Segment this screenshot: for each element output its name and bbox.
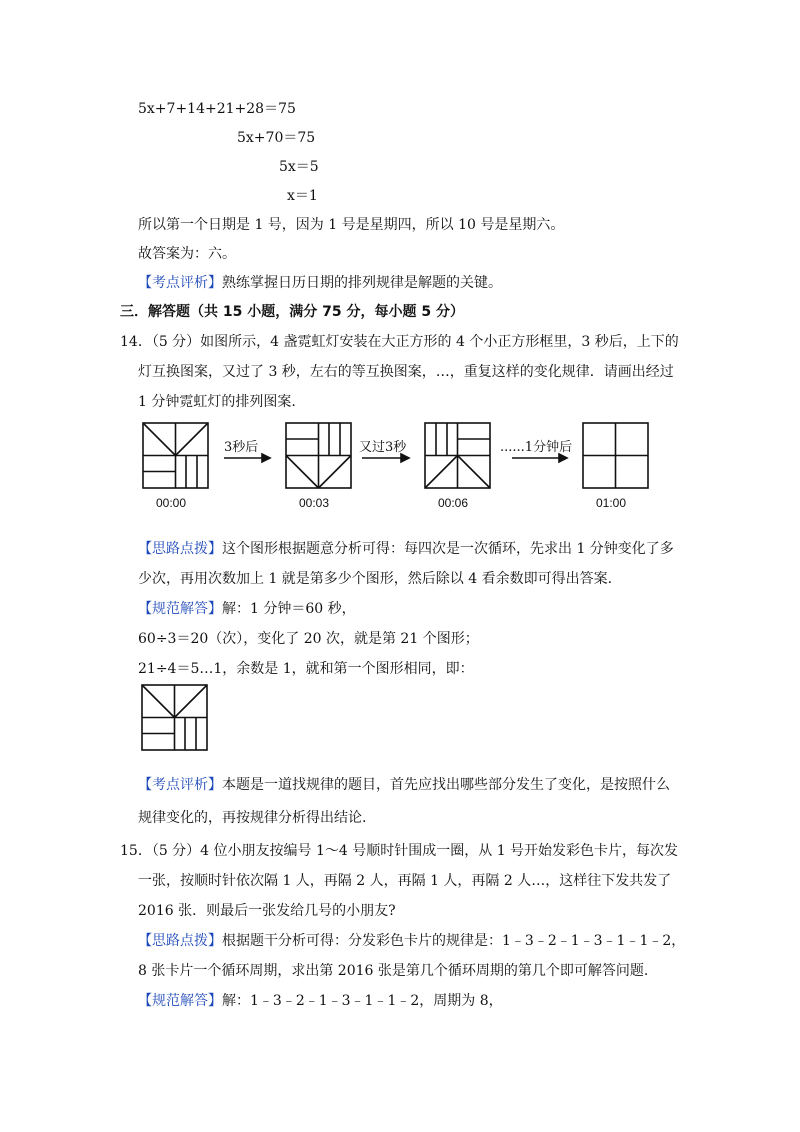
equation-line-4: x＝1 (287, 188, 318, 204)
hint-15-line-1: 根据题干分析可得：分发彩色卡片的规律是：1﹣3﹣2﹣1﹣3﹣1﹣1﹣2， (222, 933, 686, 949)
section-title: 三．解答题（共 15 小题，满分 75 分，每小题 5 分） (120, 304, 464, 320)
q14-line-3: 1 分钟霓虹灯的排列图案. (138, 394, 296, 410)
pattern-00-00 (143, 423, 208, 488)
q14-solution (138, 599, 356, 619)
analysis-text: 熟练掌握日历日期的排列规律是解题的关键。 (222, 275, 502, 291)
hint-tag: 【思路点拨】 (138, 541, 222, 557)
solution-tag-15: 【规范解答】 (138, 993, 222, 1009)
analysis-tag: 【考点评析】 (138, 275, 222, 291)
arrow-label-1: 3秒后 (224, 440, 259, 455)
hint-line-1: 这个图形根据题意分析可得：每四次是一次循环，先求出 1 分钟变化了多 (222, 541, 674, 557)
q14-analysis-line-2: 规律变化的，再按规律分析得出结论. (138, 810, 367, 826)
hint-tag-15: 【思路点拨】 (138, 933, 222, 949)
answer-line-2: 故答案为：六。 (138, 246, 236, 262)
arrow-label-3: ......1分钟后 (500, 440, 573, 455)
arrow-2 (362, 454, 409, 462)
answer-pattern (139, 682, 219, 762)
caption-00-06: 00:06 (438, 496, 469, 510)
q15-solution (138, 991, 503, 1011)
q15-hint-line-2: 8 张卡片一个循环周期，求出第 2016 张是第几个循环周期的第几个即可解答问题. (138, 963, 649, 979)
solution-tag: 【规范解答】 (138, 601, 222, 617)
q15-line-1: 15．（5 分）4 位小朋友按编号 1～4 号顺时针围成一圈，从 1 号开始发彩色卡片，每次发 (120, 843, 679, 859)
q15-line-2: 一张，按顺时针依次隔 1 人，再隔 2 人，再隔 1 人，再隔 2 人…，这样往下发共发了 (138, 873, 672, 889)
pattern-00-03 (286, 423, 351, 488)
equation-line-2: 5x+70＝75 (237, 130, 316, 146)
q14-analysis (138, 775, 670, 795)
arrow-label-2: 又过3秒 (359, 440, 407, 455)
analysis-tag-14: 【考点评析】 (138, 777, 222, 793)
pattern-01-00 (583, 423, 648, 488)
caption-00-03: 00:03 (299, 496, 330, 510)
equation-line-1: 5x+7+14+21+28＝75 (138, 101, 296, 117)
q15-hint (138, 931, 685, 951)
q14-solution-line-2: 60÷3＝20（次），变化了 20 次，就是第 21 个图形； (138, 631, 479, 647)
caption-00-00: 00:00 (156, 496, 187, 510)
q14-solution-line-3: 21÷4＝5…1，余数是 1，就和第一个图形相同，即： (138, 661, 474, 677)
q14-line-1: 14．（5 分）如图所示，4 盏霓虹灯安装在大正方形的 4 个小正方形框里，3 秒后，上下的 (120, 334, 679, 350)
arrow-3 (512, 454, 567, 462)
q15-line-3: 2016 张．则最后一张发给几号的小朋友? (138, 903, 396, 919)
solution-line-1: 解：1 分钟＝60 秒， (222, 601, 356, 617)
pattern-00-06 (425, 423, 490, 488)
q14-hint-line-2: 少次，再用次数加上 1 就是第多少个图形，然后除以 4 看余数即可得出答案. (138, 571, 613, 587)
q14-hint (138, 539, 674, 559)
equation-line-3: 5x＝5 (279, 159, 319, 175)
arrow-1 (224, 454, 270, 462)
analysis-13 (138, 273, 502, 293)
q14-line-2: 灯互换图案，又过了 3 秒，左右的等互换图案，…，重复这样的变化规律．请画出经过 (138, 364, 674, 380)
analysis-line-1: 本题是一道找规律的题目，首先应找出哪些部分发生了变化，是按照什么 (222, 777, 670, 793)
solution-15-line-1: 解：1﹣3﹣2﹣1﹣3﹣1﹣1﹣2，周期为 8， (222, 993, 503, 1009)
answer-line-1: 所以第一个日期是 1 号，因为 1 号是星期四，所以 10 号是星期六。 (138, 217, 565, 233)
caption-01-00: 01:00 (596, 496, 627, 510)
